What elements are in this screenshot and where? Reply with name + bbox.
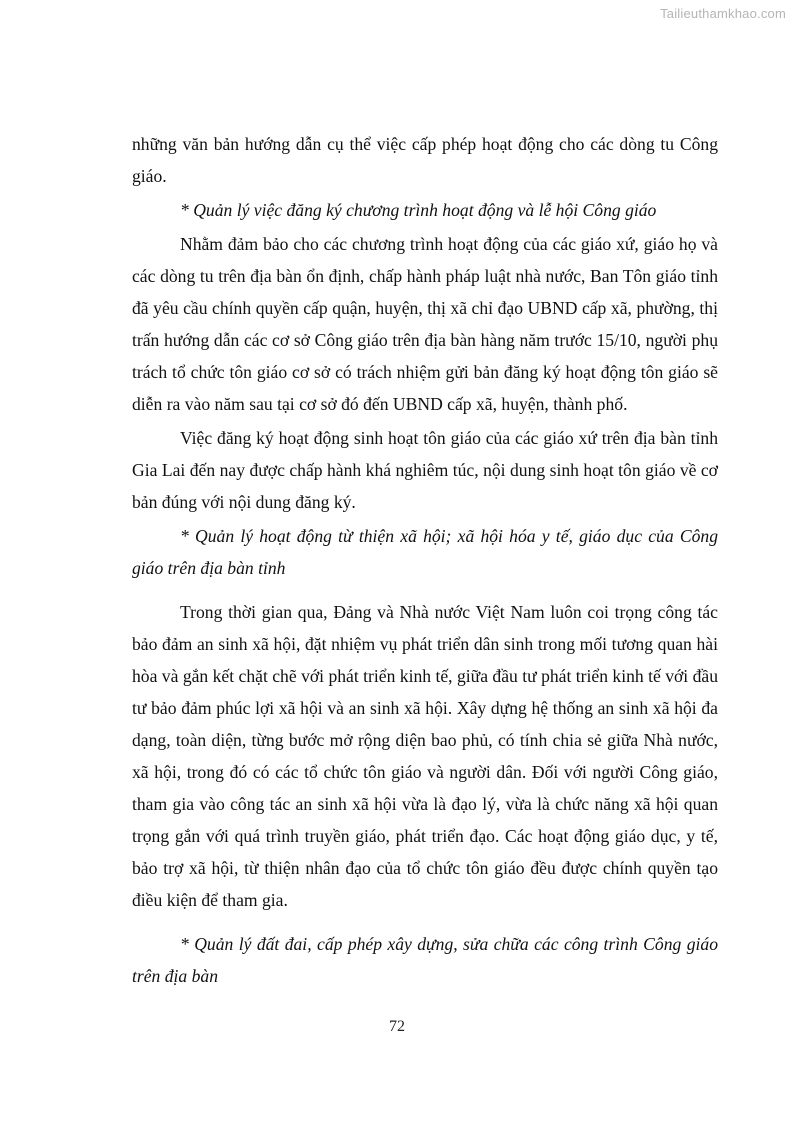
page-body (132, 128, 718, 992)
section-heading-registration: * Quản lý việc đăng ký chương trình hoạt động và lễ hội Công giáo (180, 200, 657, 220)
paragraph-continuation: những văn bản hướng dẫn cụ thể việc cấp phép hoạt động cho các dòng tu Công giáo. (132, 134, 718, 186)
paragraph-registration-compliance: Việc đăng ký hoạt động sinh hoạt tôn giáo của các giáo xứ trên địa bàn tỉnh Gia Lai đến nay được chấp hành khá nghiêm túc, nội dung sinh hoạt tôn giáo về cơ bản đúng với nội dung đăng ký. (132, 428, 718, 512)
section-heading-land: * Quản lý đất đai, cấp phép xây dựng, sửa chữa các công trình Công giáo trên địa bàn (132, 934, 718, 986)
page-number: 72 (389, 1018, 405, 1035)
section-heading-charity: * Quản lý hoạt động từ thiện xã hội; xã hội hóa y tế, giáo dục của Công giáo trên địa bàn tỉnh (132, 526, 718, 578)
watermark-text: Tailieuthamkhao.com (660, 6, 786, 21)
paragraph-registration-requirements: Nhằm đảm bảo cho các chương trình hoạt động của các giáo xứ, giáo họ và các dòng tu trên địa bàn ổn định, chấp hành pháp luật nhà nước, Ban Tôn giáo tỉnh đã yêu cầu chính quyền cấp quận, huyện, thị xã chỉ đạo UBND cấp xã, phường, thị trấn hướng dẫn các cơ sở Công giáo trên địa bàn hàng năm trước 15/10, người phụ trách tổ chức tôn giáo cơ sở có trách nhiệm gửi bản đăng ký hoạt động tôn giáo sẽ diễn ra vào năm sau tại cơ sở đó đến UBND cấp xã, huyện, thành phố. (132, 234, 718, 414)
paragraph-social-security: Trong thời gian qua, Đảng và Nhà nước Việt Nam luôn coi trọng công tác bảo đảm an sinh xã hội, đặt nhiệm vụ phát triển dân sinh trong mối tương quan hài hòa và gắn kết chặt chẽ với phát triển kinh tế, giữa đầu tư phát triển kinh tế với đầu tư bảo đảm phúc lợi xã hội và an sinh xã hội. Xây dựng hệ thống an sinh xã hội đa dạng, toàn diện, từng bước mở rộng diện bao phủ, có tính chia sẻ giữa Nhà nước, xã hội, trong đó có các tổ chức tôn giáo và người dân. Đối với người Công giáo, tham gia vào công tác an sinh xã hội vừa là đạo lý, vừa là chức năng xã hội quan trọng gắn với quá trình truyền giáo, phát triển đạo. Các hoạt động giáo dục, y tế, bảo trợ xã hội, từ thiện nhân đạo của tổ chức tôn giáo đều được chính quyền tạo điều kiện để tham gia. (132, 602, 718, 910)
